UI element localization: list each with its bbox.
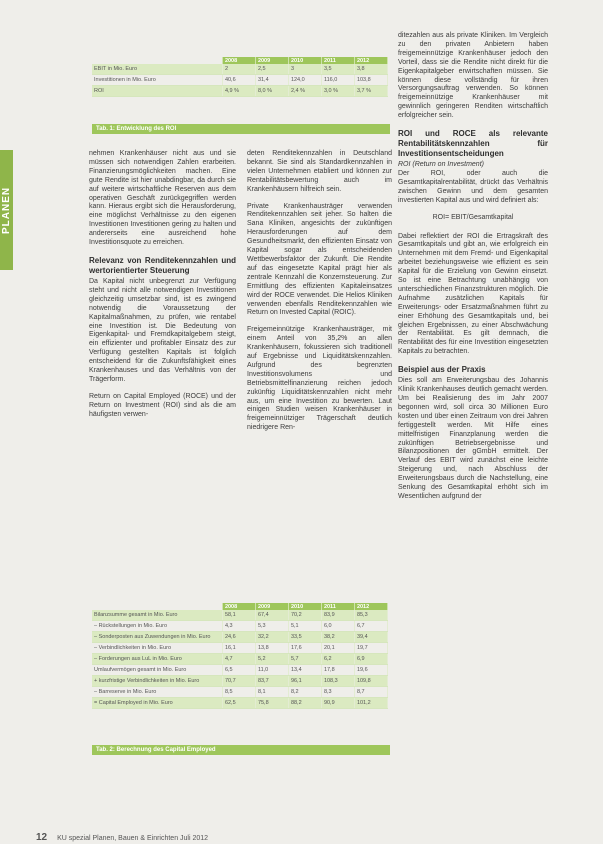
column-header: 2012	[354, 603, 387, 610]
table-cell: 85,3	[354, 610, 387, 621]
row-label: – Rückstellungen in Mio. Euro	[92, 621, 222, 632]
table-cell: 58,1	[222, 610, 255, 621]
column-header: 2011	[321, 603, 354, 610]
table-cell: 8,0 %	[255, 86, 288, 97]
column-1	[89, 150, 236, 428]
table-corner	[92, 603, 222, 610]
table-cell: 31,4	[255, 75, 288, 86]
column-header: 2010	[288, 57, 321, 64]
column-3	[398, 32, 548, 510]
col3-heading-1: ROI und ROCE als relevante Rentabilitätskennzahlen für Investitionsentscheidungen	[398, 129, 548, 159]
section-tab	[0, 150, 13, 270]
table-cell: 3,5	[321, 64, 354, 75]
column-header: 2008	[222, 57, 255, 64]
table-cell: 124,0	[288, 75, 321, 86]
table-cell: 108,3	[321, 676, 354, 687]
footer-text: KU spezial Planen, Bauen & Einrichten Juli 2012	[57, 835, 209, 842]
table-row	[92, 632, 388, 643]
row-label: Umlaufvermögen gesamt in Mio. Euro	[92, 665, 222, 676]
table-cell: 39,4	[354, 632, 387, 643]
row-label: EBIT in Mio. Euro	[92, 64, 222, 75]
row-label: – Verbindlichkeiten in Mio. Euro	[92, 643, 222, 654]
row-label: Investitionen in Mio. Euro	[92, 75, 222, 86]
table-row	[92, 698, 388, 709]
column-header: 2009	[255, 603, 288, 610]
table-cell: 17,6	[288, 643, 321, 654]
table-cell: 83,9	[321, 610, 354, 621]
table-cell: 5,7	[288, 654, 321, 665]
column-header: 2010	[288, 603, 321, 610]
table-cell: 5,2	[255, 654, 288, 665]
page-number: 12	[36, 832, 48, 843]
table-cell: 88,2	[288, 698, 321, 709]
table-cell: 70,7	[222, 676, 255, 687]
col2-paragraph-3: Freigemeinnützige Krankenhausträger, mit einem Anteil von 35,2% an allen Krankenhäusern, fokussieren sich traditionell auf Ergebnisse und Liquiditätskennzahlen. Aufgrund des begrenzten Investitionsvolumens und Betriebsmittelfinanzierung reichen jedoch zukünftig Liquiditätskennzahlen nicht mehr aus, um eine Investition zu bewerten. Laut einigen Studien weisen Krankenhäuser in freigemeinnütziger Trägerschaft deutlich niedrigere Ren-	[247, 326, 392, 432]
table-row	[92, 86, 388, 97]
table-row	[92, 621, 388, 632]
table-cell: 19,7	[354, 643, 387, 654]
col3-paragraph-1: ditezahlen aus als private Kliniken. Im Vergleich zu den privaten Anbietern haben freigemeinnützige Krankenhäuser jedoch den Vorteil, dass sie die Rendite nicht direkt für die Eigenkapitalgeber erwirtschaften müssen. Sie können diese vollständig für ihren Versorgungsauftrag verwenden. So können freigemeinnützige Krankenhäuser mit gewinnlich geringeren Renditen wirtschaftlich erfolgreicher sein.	[398, 32, 548, 120]
table-cell: 3,0 %	[321, 86, 354, 97]
col3-paragraph-2: Der ROI, oder auch die Gesamtkapitalrentabilität, drückt das Verhältnis zwischen Gewinn und dem gesamten investierten Kapital aus und wird definiert als:	[398, 169, 548, 204]
table2-caption: Tab. 2: Berechnung des Capital Employed	[92, 745, 390, 755]
row-label: = Capital Employed in Mio. Euro	[92, 698, 222, 709]
table-cell: 109,8	[354, 676, 387, 687]
table-cell: 16,1	[222, 643, 255, 654]
col2-paragraph-1: deten Renditekennzahlen in Deutschland bekannt. Sie sind als Standardkennzahlen in vielen Unternehmen etabliert und können zur Rentabilitätsbewertung auch im Krankenhäusern hilfreich sein.	[247, 150, 392, 193]
table-cell: 24,6	[222, 632, 255, 643]
row-label: Bilanzsumme gesamt in Mio. Euro	[92, 610, 222, 621]
table-cell: 8,5	[222, 687, 255, 698]
table-cell: 2,5	[255, 64, 288, 75]
table-row	[92, 610, 388, 621]
table-cell: 11,0	[255, 665, 288, 676]
table-cell: 17,8	[321, 665, 354, 676]
col3-paragraph-3: Dabei reflektiert der ROI die Ertragskraft des Gesamtkapitals und gibt an, wie erfolgreich ein Unternehmen mit dem Fremd- und Eigenkapital arbeitet beziehungsweise wie effizient es sein Kapital für die Erzielung von Gewinn einsetzt. So ist eine Betrachtung unabhängig von unterschiedlichen Finanzstrukturen möglich. Die Aufnahme zusätzlichen Kapitals für Erweiterungs- oder Ersatzmaßnahmen führt zu einer Erhöhung des Gesamtkapitals und, bei gleichen Ergebnissen, zu einer Abschwächung der Rentabilität. Es gilt demnach, die Rentabilität des für eine Investition eingesetzten Kapitals zu betrachten.	[398, 232, 548, 356]
table-cell: 6,0	[321, 621, 354, 632]
table-row	[92, 75, 388, 86]
table-cell: 3,7 %	[354, 86, 387, 97]
col1-paragraph-3: Return on Capital Employed (ROCE) und der Return on Investment (ROI) sind als die am häufigsten verwen-	[89, 392, 236, 418]
col3-paragraph-4: Dies soll am Erweiterungsbau des Johannis Klinik Krankenhauses deutlich gemacht werden. Um bei Realisierung des im Jahr 2007 begonnen wird, soll circa 30 Millionen Euro kosten und über einen Zeitraum von drei Jahren fertiggestellt werden. Mit Hilfe eines mittelfristigen Finanzplanung werden die zukünftigen Betriebsergebnisse und Bilanzpositionen der gGmbH ermittelt. Der Verlauf des EBIT wird zunächst eine leichte Steigerung und, nach Abschluss der Erweiterungsbaus durch die Nachstellung, eine Senkung des Gesamtkapital erhöht sich im Wesentlichen aufgrund der	[398, 377, 548, 500]
table-row	[92, 665, 388, 676]
table-row	[92, 64, 388, 75]
table-cell: 3	[288, 64, 321, 75]
table-corner	[92, 57, 222, 64]
row-label: – Sonderposten aus Zuwendungen in Mio. Euro	[92, 632, 222, 643]
row-label: – Forderungen aus LuL in Mio. Euro	[92, 654, 222, 665]
page-footer	[36, 832, 208, 843]
table-cell: 19,6	[354, 665, 387, 676]
table-row	[92, 687, 388, 698]
row-label: ROI	[92, 86, 222, 97]
table-cell: 6,5	[222, 665, 255, 676]
table-row	[92, 676, 388, 687]
table-cell: 6,9	[354, 654, 387, 665]
col1-paragraph-1: nehmen Krankenhäuser nicht aus und sie müssen sich notwendigen Zahlen erarbeiten. Finanzierungsmöglichkeiten machen. Eine gute Rendite ist hier unabdingbar, da durch sie auf weitere wirtschaftliche Reserven aus dem operativen Geschäft zurückgegriffen werden kann. Hieraus ergibt sich die Herausforderung, eine möglichst Verhältnisse zu den eigenen Investitionen Investitionen gering zu halten und andererseits eine ausreichend hohe Investitionsquote zu erreichen.	[89, 150, 236, 247]
table-cell: 20,1	[321, 643, 354, 654]
table-cell: 62,5	[222, 698, 255, 709]
table-cell: 32,2	[255, 632, 288, 643]
table-cell: 6,7	[354, 621, 387, 632]
col1-heading-1: Relevanz von Renditekennzahlen und wertorientierter Steuerung	[89, 255, 236, 275]
table-cell: 6,2	[321, 654, 354, 665]
row-label: – Barreserve in Mio. Euro	[92, 687, 222, 698]
table-cell: 103,8	[354, 75, 387, 86]
col3-heading-2: Beispiel aus der Praxis	[398, 365, 486, 375]
roi-table	[92, 57, 388, 97]
table-row	[92, 654, 388, 665]
table-cell: 70,2	[288, 610, 321, 621]
table-cell: 5,3	[255, 621, 288, 632]
table-cell: 8,3	[321, 687, 354, 698]
table-cell: 4,3	[222, 621, 255, 632]
table1-caption: Tab. 1: Entwicklung des ROI	[92, 124, 390, 134]
table-cell: 8,2	[288, 687, 321, 698]
table-cell: 8,7	[354, 687, 387, 698]
table-cell: 101,2	[354, 698, 387, 709]
table-cell: 2,4 %	[288, 86, 321, 97]
table-cell: 13,4	[288, 665, 321, 676]
table-cell: 33,5	[288, 632, 321, 643]
table-cell: 96,1	[288, 676, 321, 687]
table-row	[92, 643, 388, 654]
roi-formula: ROI= EBIT/Gesamtkapital	[432, 213, 514, 221]
column-header: 2012	[354, 57, 387, 64]
table-cell: 3,8	[354, 64, 387, 75]
column-header: 2009	[255, 57, 288, 64]
table-cell: 5,1	[288, 621, 321, 632]
table-cell: 2	[222, 64, 255, 75]
column-2	[247, 150, 392, 441]
row-label: + kurzfristige Verbindlichkeiten in Mio. Euro	[92, 676, 222, 687]
col3-roi-term: ROI (Return on Investment)	[398, 161, 484, 169]
capital-employed-table	[92, 603, 388, 709]
table-cell: 75,8	[255, 698, 288, 709]
table-cell: 4,7	[222, 654, 255, 665]
table-cell: 40,6	[222, 75, 255, 86]
table-cell: 90,9	[321, 698, 354, 709]
table-cell: 83,7	[255, 676, 288, 687]
col2-paragraph-2: Private Krankenhausträger verwenden Renditekennzahlen seit jeher. So halten die Sana Kliniken, angesichts der zukünftigen Herausforderungen auf dem Gesundheitsmarkt, den effizienten Einsatz von Kapital sogar als entscheidenden Wettbewerbsfaktor der Zukunft. Die Rendite auf das eingesetzte Kapital prägt hier als zentrale Kennzahl die Konzernsteuerung. Zur Ermittlung des effizienten Kapitaleinsatzes wird der ROCE verwendet. Die Helios Kliniken verwenden ebenfalls Renditekennzahlen wie Return on Invested Capital (ROIC).	[247, 202, 392, 317]
table-cell: 67,4	[255, 610, 288, 621]
table-cell: 38,2	[321, 632, 354, 643]
table-cell: 8,1	[255, 687, 288, 698]
table-cell: 116,0	[321, 75, 354, 86]
col1-paragraph-2: Da Kapital nicht unbegrenzt zur Verfügung steht und nicht alle notwendigen Investitionen gleichzeitig umsetzbar sind, ist es zwingend notwendig die Voraussetzung der Kapitalmaßnahmen, zu prüfen, wie rentabel eine Investition ist. Die Bedeutung von Eigenkapital- und Fremdkapitalgebern steigt, ein effizienter und profitabler Einsatz des zur Verfügung gestellten Kapitals ist folglich entscheidend für die Zukunftsfähigkeit eines Krankenhauses und das Verhältnis von der Trägerform.	[89, 277, 236, 383]
table-cell: 4,9 %	[222, 86, 255, 97]
column-header: 2008	[222, 603, 255, 610]
section-tab-label: PLANEN	[1, 186, 12, 234]
column-header: 2011	[321, 57, 354, 64]
table-cell: 13,8	[255, 643, 288, 654]
